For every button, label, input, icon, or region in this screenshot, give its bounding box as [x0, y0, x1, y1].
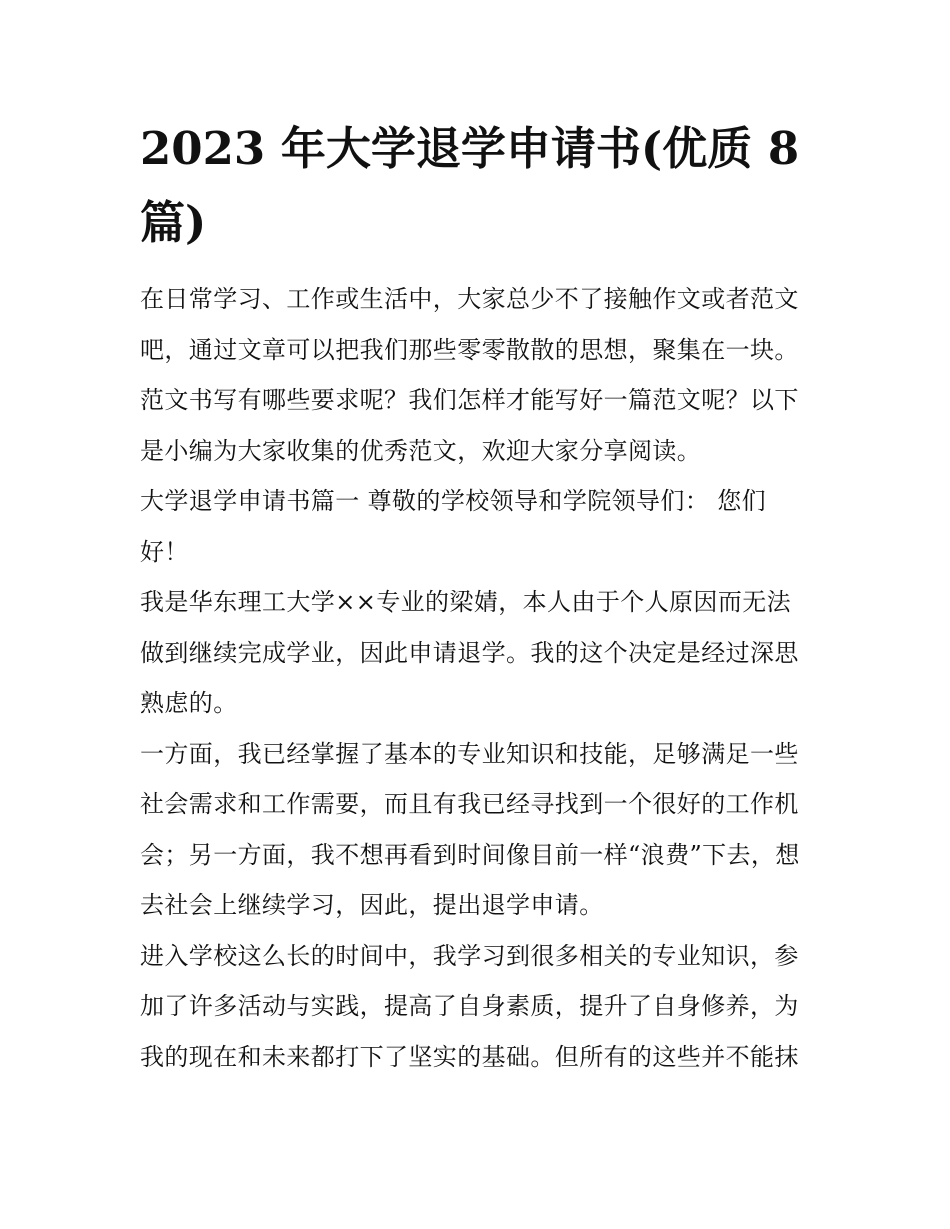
text-line: 是小编为大家收集的优秀范文，欢迎大家分享阅读。 — [140, 436, 702, 465]
text-line: 进入学校这么长的时间中，我学习到很多相关的专业知识，参 — [140, 941, 799, 970]
paragraph-experience — [140, 931, 812, 1083]
text-line: 范文书写有哪些要求呢？我们怎样才能写好一篇范文呢？以下 — [140, 386, 799, 414]
paragraph-self-intro — [140, 577, 812, 729]
document-body — [140, 112, 812, 1082]
text-line: 社会需求和工作需要，而且有我已经寻找到一个很好的工作机 — [140, 790, 799, 818]
text-line: 去社会上继续学习，因此，提出退学申请。 — [140, 891, 604, 919]
text-line: 会；另一方面，我不想再看到时间像目前一样“浪费”下去，想 — [140, 840, 800, 869]
text-line: 做到继续完成学业，因此申请退学。我的这个决定是经过深思 — [140, 638, 799, 667]
text-line: 在日常学习、工作或生活中，大家总少不了接触作文或者范文 — [140, 285, 799, 313]
text-line: 好！ — [140, 537, 189, 566]
paragraph-reasons — [140, 729, 812, 931]
title-line: 2023 年大学退学申请书(优质 8 — [140, 122, 800, 175]
document-title — [140, 112, 812, 260]
text-line: 加了许多活动与实践，提高了自身素质，提升了自身修养，为 — [140, 992, 799, 1020]
text-line: 吧，通过文章可以把我们那些零零散散的思想，聚集在一块。 — [140, 335, 799, 364]
text-line: 一方面，我已经掌握了基本的专业知识和技能，足够满足一些 — [140, 739, 799, 768]
text-line: 我的现在和未来都打下了坚实的基础。但所有的这些并不能抹 — [140, 1042, 799, 1071]
text-line: 大学退学申请书篇一 尊敬的学校领导和学院领导们： 您们 — [140, 487, 767, 515]
text-line: 熟虑的。 — [140, 689, 238, 717]
title-line: 篇) — [140, 196, 207, 249]
paragraph-salutation — [140, 476, 812, 577]
paragraph-intro — [140, 274, 812, 476]
text-line: 我是华东理工大学××专业的梁婧，本人由于个人原因而无法 — [140, 588, 792, 616]
